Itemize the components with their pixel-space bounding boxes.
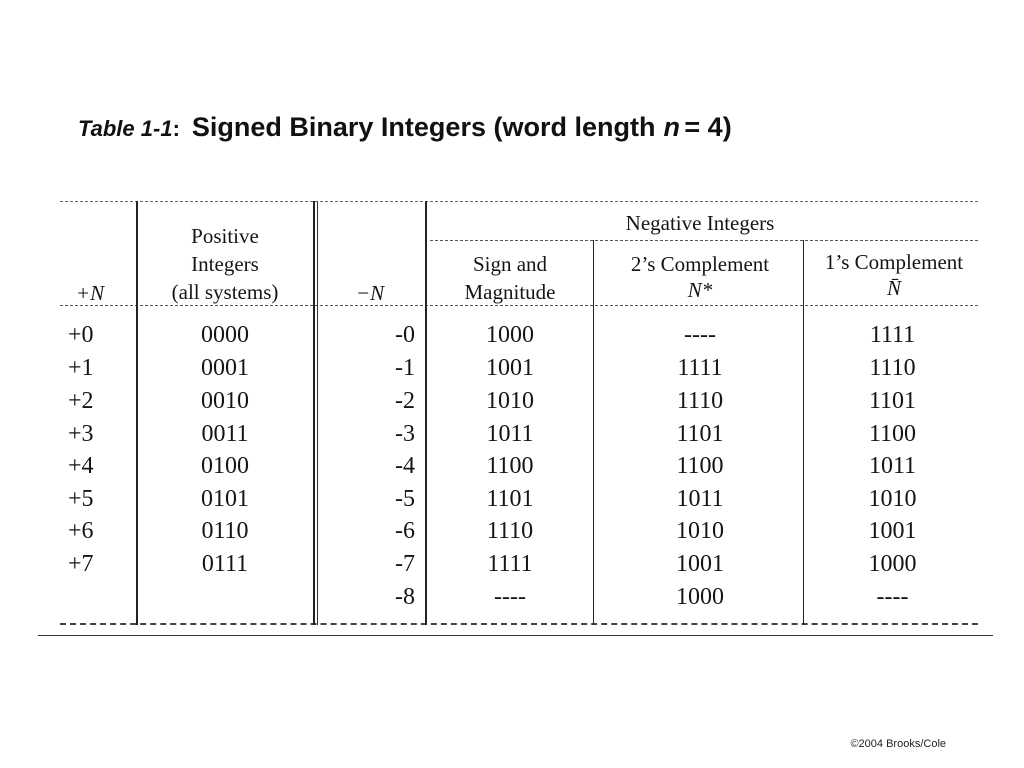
cell-positive: 0110: [201, 518, 249, 544]
cell-twos-complement: 1101: [676, 421, 724, 447]
cell-twos-complement: 1010: [676, 518, 724, 544]
cell-plus: +1: [68, 355, 94, 381]
header-positive-line1: Positive: [191, 224, 259, 248]
cell-plus: +5: [68, 486, 94, 512]
cell-plus: +0: [68, 322, 94, 348]
table-top-rule: [60, 201, 978, 202]
cell-twos-complement: 1100: [676, 453, 724, 479]
cell-positive: 0111: [201, 551, 249, 577]
cell-ones-complement: 1011: [868, 453, 917, 479]
cell-minus: -7: [395, 551, 415, 577]
cell-minus: -6: [395, 518, 415, 544]
cell-ones-complement: 1010: [868, 486, 917, 512]
cell-minus: -2: [395, 388, 415, 414]
header-twos-complement-line2: N*: [687, 278, 713, 302]
header-positive-line3: (all systems): [171, 280, 279, 304]
cell-twos-complement: 1111: [677, 355, 723, 381]
cell-minus: -4: [395, 453, 415, 479]
header-plus-n: +N: [75, 281, 105, 305]
cell-sign-magnitude: 1001: [486, 355, 534, 381]
cell-plus: +4: [68, 453, 94, 479]
cell-ones-complement: 1000: [868, 551, 917, 577]
slide-divider: [38, 635, 993, 636]
cell-sign-magnitude: 1000: [486, 322, 534, 348]
cell-positive: 0001: [201, 355, 249, 381]
header-minus-n: −N: [355, 281, 385, 305]
cell-sign-magnitude: 1011: [486, 421, 534, 447]
title-colon: :: [172, 116, 180, 141]
negative-group-rule: [430, 240, 978, 241]
cell-sign-magnitude: 1101: [486, 486, 534, 512]
title-rest: = 4): [684, 112, 732, 142]
cell-plus: +6: [68, 518, 94, 544]
cell-ones-complement: 1100: [868, 421, 917, 447]
divider-4: [593, 240, 594, 625]
cell-minus: -3: [395, 421, 415, 447]
cell-twos-complement: ----: [684, 322, 716, 348]
cell-sign-magnitude: 1111: [487, 551, 533, 577]
cell-ones-complement: ----: [876, 584, 909, 610]
cell-positive: 0101: [201, 486, 249, 512]
cell-twos-complement: 1001: [676, 551, 724, 577]
cell-minus: -5: [395, 486, 415, 512]
cell-plus: +2: [68, 388, 94, 414]
signed-binary-table: [60, 195, 980, 630]
header-sign-magnitude-line1: Sign and: [472, 252, 548, 276]
cell-ones-complement: 1111: [869, 322, 916, 348]
divider-3: [425, 201, 427, 625]
cell-plus: +3: [68, 421, 94, 447]
cell-ones-complement: 1110: [869, 355, 916, 381]
cell-plus: +7: [68, 551, 94, 577]
cell-positive: 0100: [201, 453, 249, 479]
cell-ones-complement: 1001: [868, 518, 917, 544]
header-positive-line2: Integers: [191, 252, 259, 276]
cell-minus: -8: [395, 584, 415, 610]
cell-positive: 0011: [201, 421, 249, 447]
cell-minus: -0: [395, 322, 415, 348]
header-ones-complement-line2: N̄: [886, 276, 901, 300]
cell-ones-complement: 1101: [868, 388, 917, 414]
divider-1: [136, 201, 138, 625]
cell-sign-magnitude: 1110: [486, 518, 534, 544]
cell-twos-complement: 1000: [676, 584, 724, 610]
cell-twos-complement: 1011: [676, 486, 724, 512]
title-table-number: Table 1-1: [78, 116, 173, 141]
cell-sign-magnitude: 1010: [486, 388, 534, 414]
header-twos-complement-line1: 2’s Complement: [630, 252, 770, 276]
cell-sign-magnitude: ----: [494, 584, 526, 610]
table-bottom-rule: [60, 623, 978, 625]
table-title: [78, 112, 978, 143]
cell-minus: -1: [395, 355, 415, 381]
header-ones-complement-line1: 1’s Complement: [824, 250, 964, 274]
cell-positive: 0000: [201, 322, 249, 348]
cell-sign-magnitude: 1100: [486, 453, 534, 479]
divider-5: [803, 240, 804, 625]
title-variable: n: [663, 112, 680, 142]
cell-positive: 0010: [201, 388, 249, 414]
cell-twos-complement: 1110: [676, 388, 724, 414]
header-negative-integers: Negative Integers: [625, 211, 775, 235]
copyright-footer: ©2004 Brooks/Cole: [850, 738, 946, 750]
header-sign-magnitude-line2: Magnitude: [464, 280, 556, 304]
title-main: Signed Binary Integers (word length: [191, 112, 656, 142]
